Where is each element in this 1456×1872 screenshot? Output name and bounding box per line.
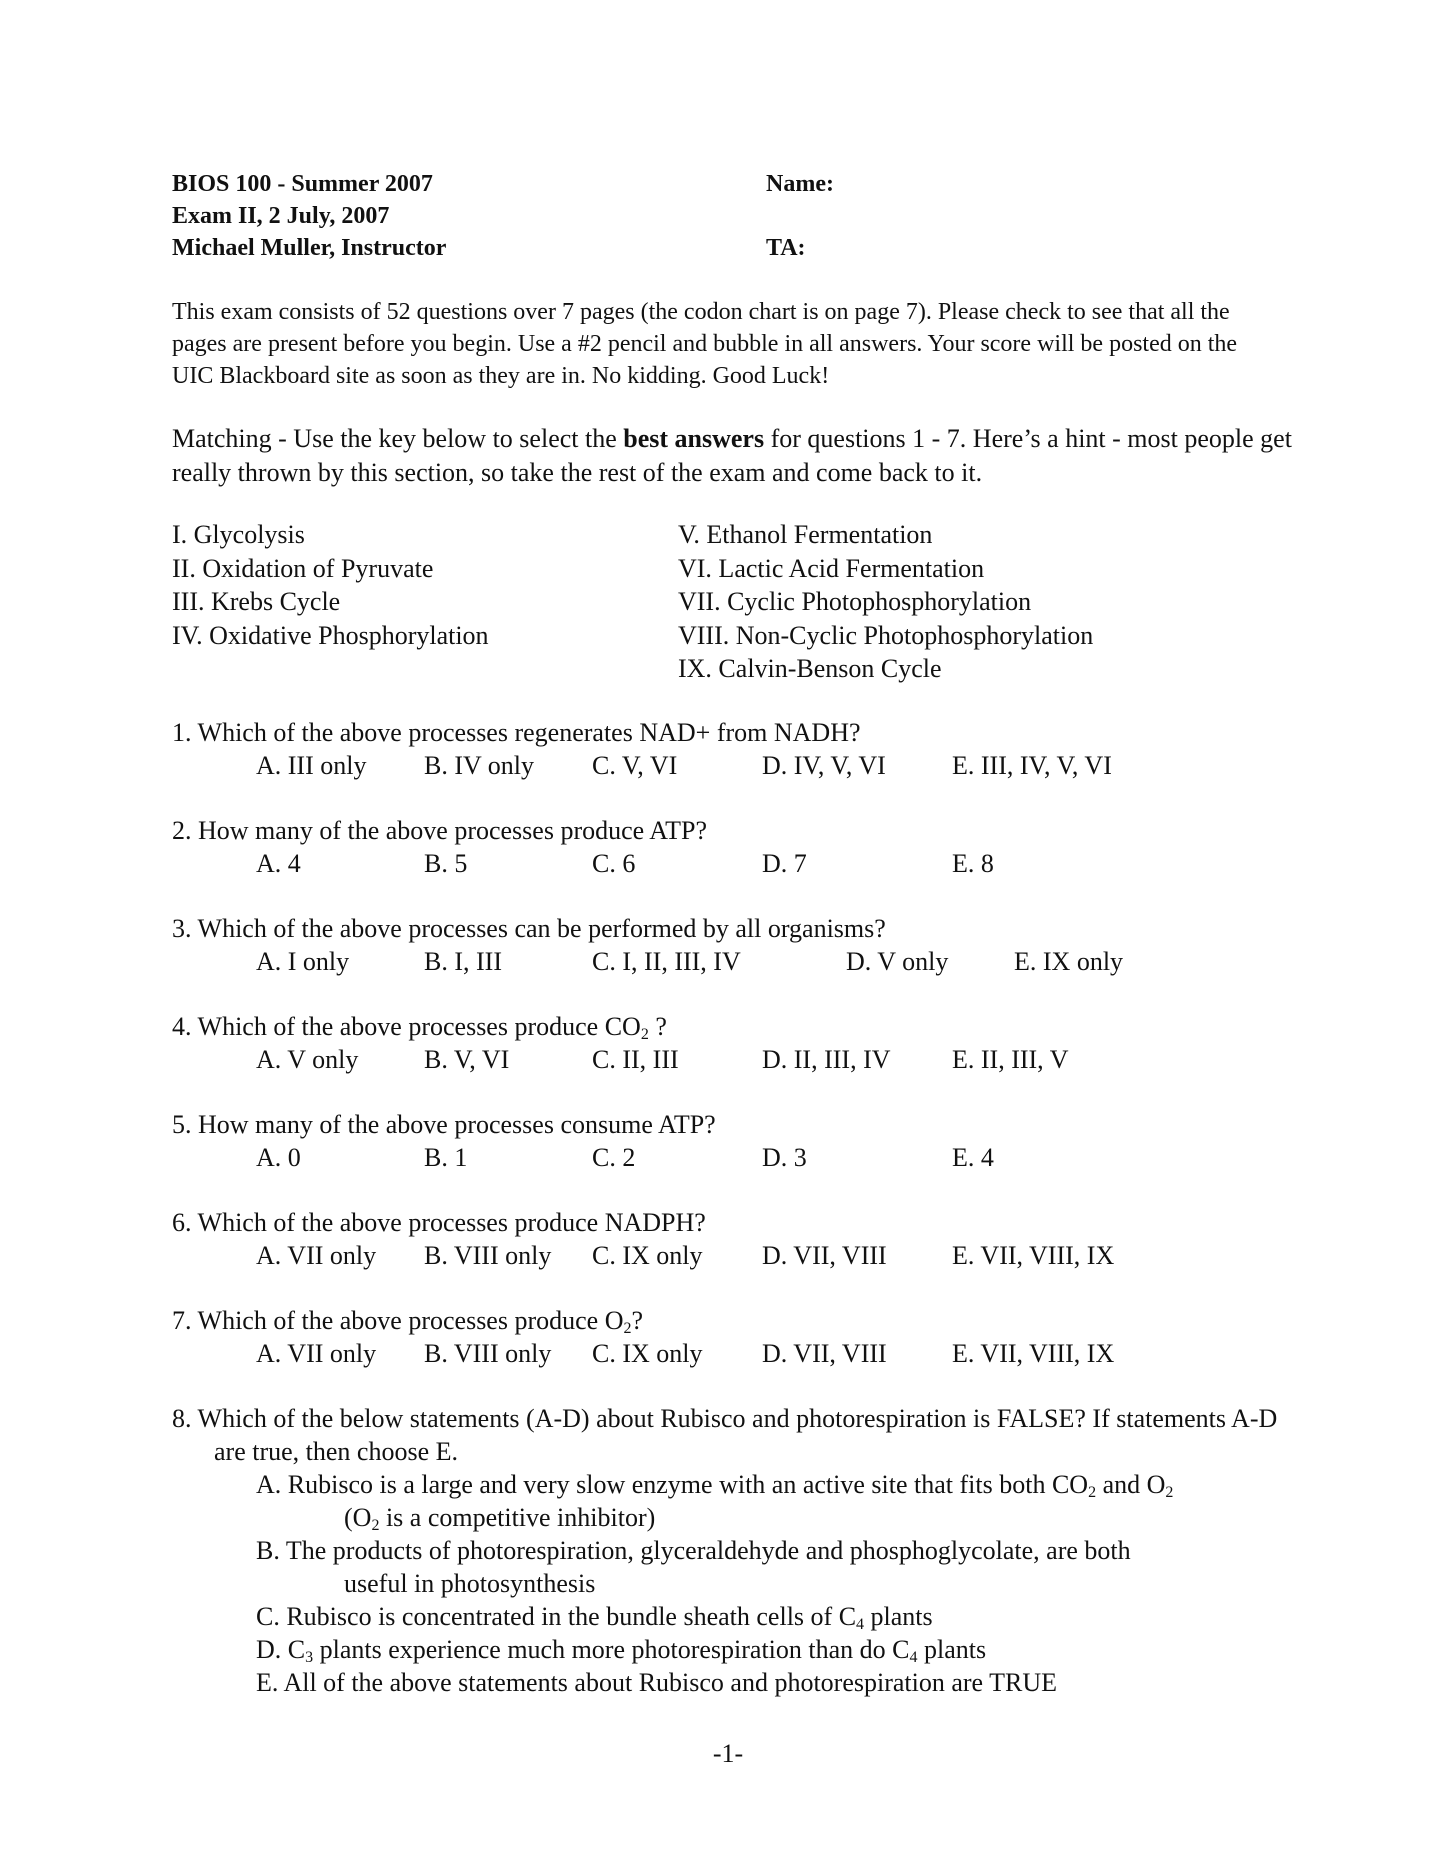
option-e: E. All of the above statements about Rubisco and photorespiration are TRUE	[256, 1668, 1058, 1697]
process-key-left	[172, 518, 489, 652]
key-item: I. Glycolysis	[172, 520, 305, 549]
question-stem: 5. How many of the above processes consume ATP?	[172, 1110, 716, 1139]
option-c: C. 6	[592, 849, 636, 878]
option-c	[256, 1600, 1296, 1633]
option-text: D. C	[256, 1635, 306, 1664]
question-stem	[172, 1010, 1292, 1043]
option-c: C. 2	[592, 1143, 636, 1172]
answer-options	[256, 1043, 1292, 1076]
matching-prefix: Matching - Use the key below to select the	[172, 424, 624, 453]
option-e: E. VII, VIII, IX	[952, 1241, 1115, 1270]
answer-options	[256, 847, 1292, 880]
key-item: VIII. Non-Cyclic Photophosphorylation	[678, 620, 1094, 650]
option-d: D. 3	[762, 1143, 807, 1172]
ta-label: TA:	[766, 235, 806, 261]
option-text: plants	[864, 1602, 933, 1631]
exam-header	[172, 168, 1292, 264]
option-b: B. IV only	[424, 751, 535, 780]
option-e: E. II, III, V	[952, 1045, 1069, 1074]
question-stem: 1. Which of the above processes regenerates NAD+ from NADH?	[172, 718, 861, 747]
option-text: and O	[1096, 1470, 1166, 1499]
subscript: 2	[623, 1320, 632, 1337]
stem-text: ?	[631, 1306, 644, 1335]
option-text: (O	[344, 1503, 372, 1532]
answer-options	[256, 1239, 1292, 1272]
option-d: D. V only	[846, 947, 949, 976]
option-b: B. 1	[424, 1143, 468, 1172]
option-d: D. II, III, IV	[762, 1045, 891, 1074]
option-d: D. IV, V, VI	[762, 751, 886, 780]
exam-title: Exam II, 2 July, 2007	[172, 203, 390, 229]
key-item: IV. Oxidative Phosphorylation	[172, 620, 489, 650]
option-e: E. VII, VIII, IX	[952, 1339, 1115, 1368]
option-d	[256, 1633, 1296, 1666]
matching-suffix: for questions 1 - 7. Here’s a hint - most people get really thrown by this section, so take the rest of the exam and come back to it.	[172, 424, 1292, 487]
answer-options	[256, 749, 1292, 782]
option-c: C. I, II, III, IV	[592, 947, 741, 976]
course-info	[172, 168, 446, 264]
key-item: IX. Calvin-Benson Cycle	[678, 654, 942, 683]
question-stem: 2. How many of the above processes produce ATP?	[172, 816, 708, 845]
option-text: is a competitive inhibitor)	[379, 1503, 656, 1532]
subscript: 4	[856, 1616, 865, 1633]
stem-text: 7. Which of the above processes produce O	[172, 1306, 624, 1335]
question-1	[172, 716, 1292, 782]
page-number: -1-	[712, 1739, 744, 1768]
question-6	[172, 1206, 1292, 1272]
answer-options	[256, 945, 1292, 978]
option-b: B. VIII only	[424, 1241, 552, 1270]
key-item: II. Oxidation of Pyruvate	[172, 553, 434, 583]
option-a: A. VII only	[256, 1241, 377, 1270]
option-e: E. 4	[952, 1143, 994, 1172]
option-text: C. Rubisco is concentrated in the bundle sheath cells of C	[256, 1602, 857, 1631]
option-continuation	[296, 1501, 1296, 1534]
option-b: B. 5	[424, 849, 468, 878]
option-e: E. 8	[952, 849, 994, 878]
question-stem: 6. Which of the above processes produce NADPH?	[172, 1208, 706, 1237]
question-8	[172, 1402, 1292, 1699]
subscript: 2	[1088, 1484, 1097, 1501]
subscript: 3	[305, 1649, 314, 1666]
option-d: D. 7	[762, 849, 807, 878]
exam-instructions: This exam consists of 52 questions over 7 pages (the codon chart is on page 7). Please check to see that all the pages are present before you begin. Use a #2 pencil and bubble in all answers. Your score will be posted on the UIC Blackboard site as soon as they are in. No kidding. Good Luck!	[172, 299, 1238, 389]
question-7	[172, 1304, 1292, 1370]
option-a: A. VII only	[256, 1339, 377, 1368]
option-text: plants experience much more photorespiration than do C	[313, 1635, 910, 1664]
question-2	[172, 814, 1292, 880]
option-c: C. II, III	[592, 1045, 679, 1074]
answer-options	[256, 1468, 1292, 1699]
process-key-right	[678, 518, 1093, 686]
key-item: V. Ethanol Fermentation	[678, 520, 933, 549]
key-item: III. Krebs Cycle	[172, 587, 341, 616]
option-a: A. I only	[256, 947, 350, 976]
option-c: C. V, VI	[592, 751, 678, 780]
subscript: 4	[909, 1649, 918, 1666]
course-title: BIOS 100 - Summer 2007	[172, 171, 433, 197]
option-e: E. III, IV, V, VI	[952, 751, 1112, 780]
option-a: A. 0	[256, 1143, 301, 1172]
subscript: 2	[640, 1026, 649, 1043]
answer-options	[256, 1337, 1292, 1370]
subscript: 2	[371, 1517, 380, 1534]
option-c: C. IX only	[592, 1339, 703, 1368]
option-text: A. Rubisco is a large and very slow enzyme with an active site that fits both CO	[256, 1470, 1089, 1499]
instructor-name: Michael Muller, Instructor	[172, 235, 447, 261]
stem-text: ?	[648, 1012, 667, 1041]
option-b: B. VIII only	[424, 1339, 552, 1368]
stem-text: 4. Which of the above processes produce CO	[172, 1012, 641, 1041]
option-b	[256, 1534, 1296, 1600]
option-e: E. IX only	[1014, 947, 1124, 976]
matching-instructions	[172, 422, 1292, 490]
key-item: VI. Lactic Acid Fermentation	[678, 553, 985, 583]
exam-content	[172, 168, 1292, 1699]
option-continuation: useful in photosynthesis	[344, 1569, 596, 1598]
option-a: A. V only	[256, 1045, 359, 1074]
question-stem	[172, 1304, 1292, 1337]
question-4	[172, 1010, 1292, 1076]
process-key	[172, 518, 1292, 684]
name-label: Name:	[766, 171, 834, 197]
option-c: C. IX only	[592, 1241, 703, 1270]
option-text: plants	[917, 1635, 987, 1664]
option-b: B. I, III	[424, 947, 502, 976]
option-a: A. III only	[256, 751, 367, 780]
option-a: A. 4	[256, 849, 301, 878]
question-stem: 3. Which of the above processes can be performed by all organisms?	[172, 914, 886, 943]
option-a	[256, 1468, 1296, 1534]
answer-options	[256, 1141, 1292, 1174]
question-5	[172, 1108, 1292, 1174]
option-text: B. The products of photorespiration, glyceraldehyde and phosphoglycolate, are both	[256, 1536, 1131, 1565]
option-d: D. VII, VIII	[762, 1241, 887, 1270]
option-b: B. V, VI	[424, 1045, 510, 1074]
question-3	[172, 912, 1292, 978]
option-d: D. VII, VIII	[762, 1339, 887, 1368]
matching-bold: best answers	[623, 424, 765, 453]
question-stem: 8. Which of the below statements (A-D) about Rubisco and photorespiration is FALSE? If statements A-D are true, then choose E.	[172, 1404, 1278, 1466]
key-item: VII. Cyclic Photophosphorylation	[678, 587, 1032, 616]
subscript: 2	[1165, 1484, 1174, 1501]
